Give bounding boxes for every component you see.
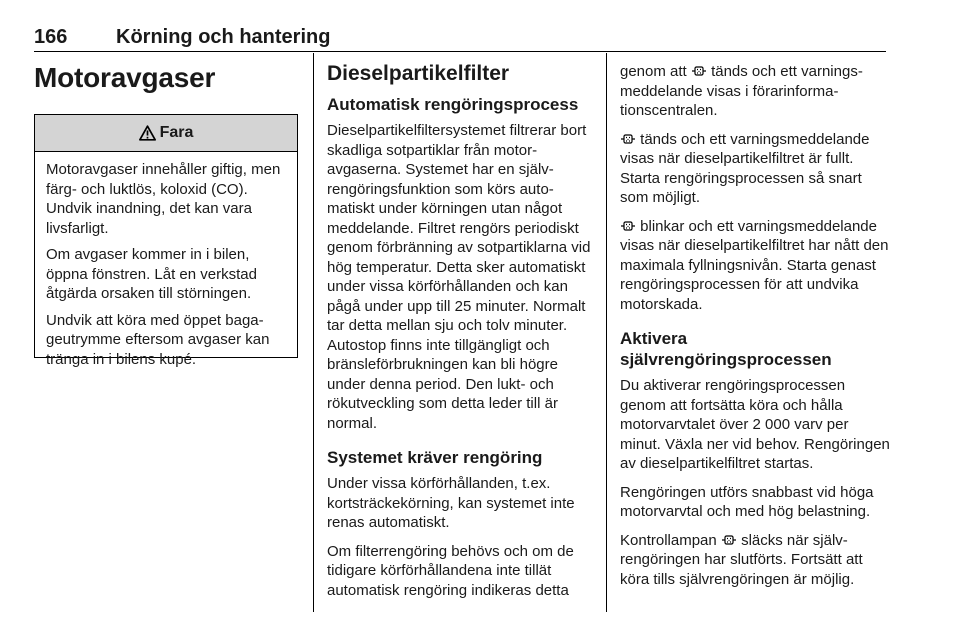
danger-paragraph: Undvik att köra med öppet bagageutrymme eftersom avgaser kan tränga in i bilens kupé. <box>46 311 270 368</box>
page-header <box>34 24 886 52</box>
text-run: släcks när självrengöringen har slutförts. Fortsätt att köra tills självrengöringen är möjlig. <box>620 531 863 588</box>
body-paragraph <box>620 62 890 121</box>
text-run: Kontrollampan <box>620 531 717 549</box>
danger-box <box>34 114 298 368</box>
body-paragraph: Rengöringen utförs snabbast vid höga motorvarvtal och med hög belastning. <box>620 483 874 520</box>
column-divider-1 <box>313 53 314 612</box>
text-run: genom att <box>620 63 687 80</box>
text-run: tänds och ett varningsmeddelande visas när dieselpartikelfiltret är fullt. Starta rengöringsprocessen så snart som möjligt. <box>620 130 870 206</box>
body-paragraph <box>620 531 890 590</box>
warning-triangle-icon <box>139 125 156 141</box>
diesel-particle-filter-icon <box>621 133 635 145</box>
auto-cleaning-heading: Automatisk rengöringsprocess <box>327 95 579 114</box>
column-dpf <box>327 62 591 609</box>
column-divider-2 <box>606 53 607 612</box>
diesel-particle-filter-icon <box>621 220 635 232</box>
chapter-title: Körning och hantering <box>116 26 331 48</box>
body-paragraph <box>620 217 890 315</box>
cleaning-required-heading: Systemet kräver rengöring <box>327 448 543 467</box>
column-continued <box>620 62 890 598</box>
danger-label: Fara <box>159 124 194 141</box>
section-title: Motoravgaser <box>34 62 216 93</box>
body-paragraph <box>620 130 890 208</box>
text-run: tänds och ett varningsmeddelande visas i förarinformationscentralen. <box>620 63 863 119</box>
dpf-heading: Dieselpartikelfilter <box>327 62 510 85</box>
body-paragraph: Under vissa körförhållanden, t.ex. kortsträckekörning, kan systemet inte renas automatiskt. <box>327 475 575 531</box>
activate-cleaning-heading: Aktivera självrengöringsprocessen <box>620 329 832 369</box>
text-run: blinkar och ett varningsmeddelande visas när dieselpartikelfiltret har nått den maximala fyllningsnivån. Starta genast rengöringsprocessen för att undvika motorskada. <box>620 217 889 313</box>
danger-paragraph: Om avgaser kommer in i bilen, öppna fönstren. Låt en verkstad åtgärda orsaken till störningen. <box>46 246 257 302</box>
body-paragraph: Du aktiverar rengöringsprocessen genom att fortsätta köra och hålla motorvarvtalet över 2 000 varv per minut. Växla ner vid behov. Rengöringen av dieselpartikelfiltret startas. <box>620 377 890 472</box>
page-number: 166 <box>34 26 68 48</box>
danger-paragraph: Motoravgaser innehåller giftig, men färg- och luktlös, koloxid (CO). Undvik inandning, det kan vara livsfarligt. <box>46 161 281 237</box>
diesel-particle-filter-icon <box>692 65 706 77</box>
header-divider <box>34 51 886 52</box>
body-paragraph: Om filterrengöring behövs och om de tidigare körförhållandena inte tillät automatisk rengöring indikeras detta <box>327 542 574 599</box>
body-paragraph: Dieselpartikelfiltersystemet filtrerar bort skadliga sotpartiklar från motoravgaserna. Systemet har en självrengöringsfunktion som körs automatiskt under körningen utan något meddelande. Filtret rengörs periodiskt genom förbränning av sotpartiklarna vid hög temperatur. Detta sker automatiskt under vissa körförhållanden och kan pågå under upp till 25 minuter. Normalt tar detta mellan sju och tolv minuter. Autostop finns inte tillgängligt och bränsleförbrukningen kan bli högre under denna period. Den lukt- och rökutveckling som detta leder till är normal. <box>327 122 591 432</box>
danger-box-header <box>35 115 297 152</box>
diesel-particle-filter-icon <box>722 534 736 546</box>
